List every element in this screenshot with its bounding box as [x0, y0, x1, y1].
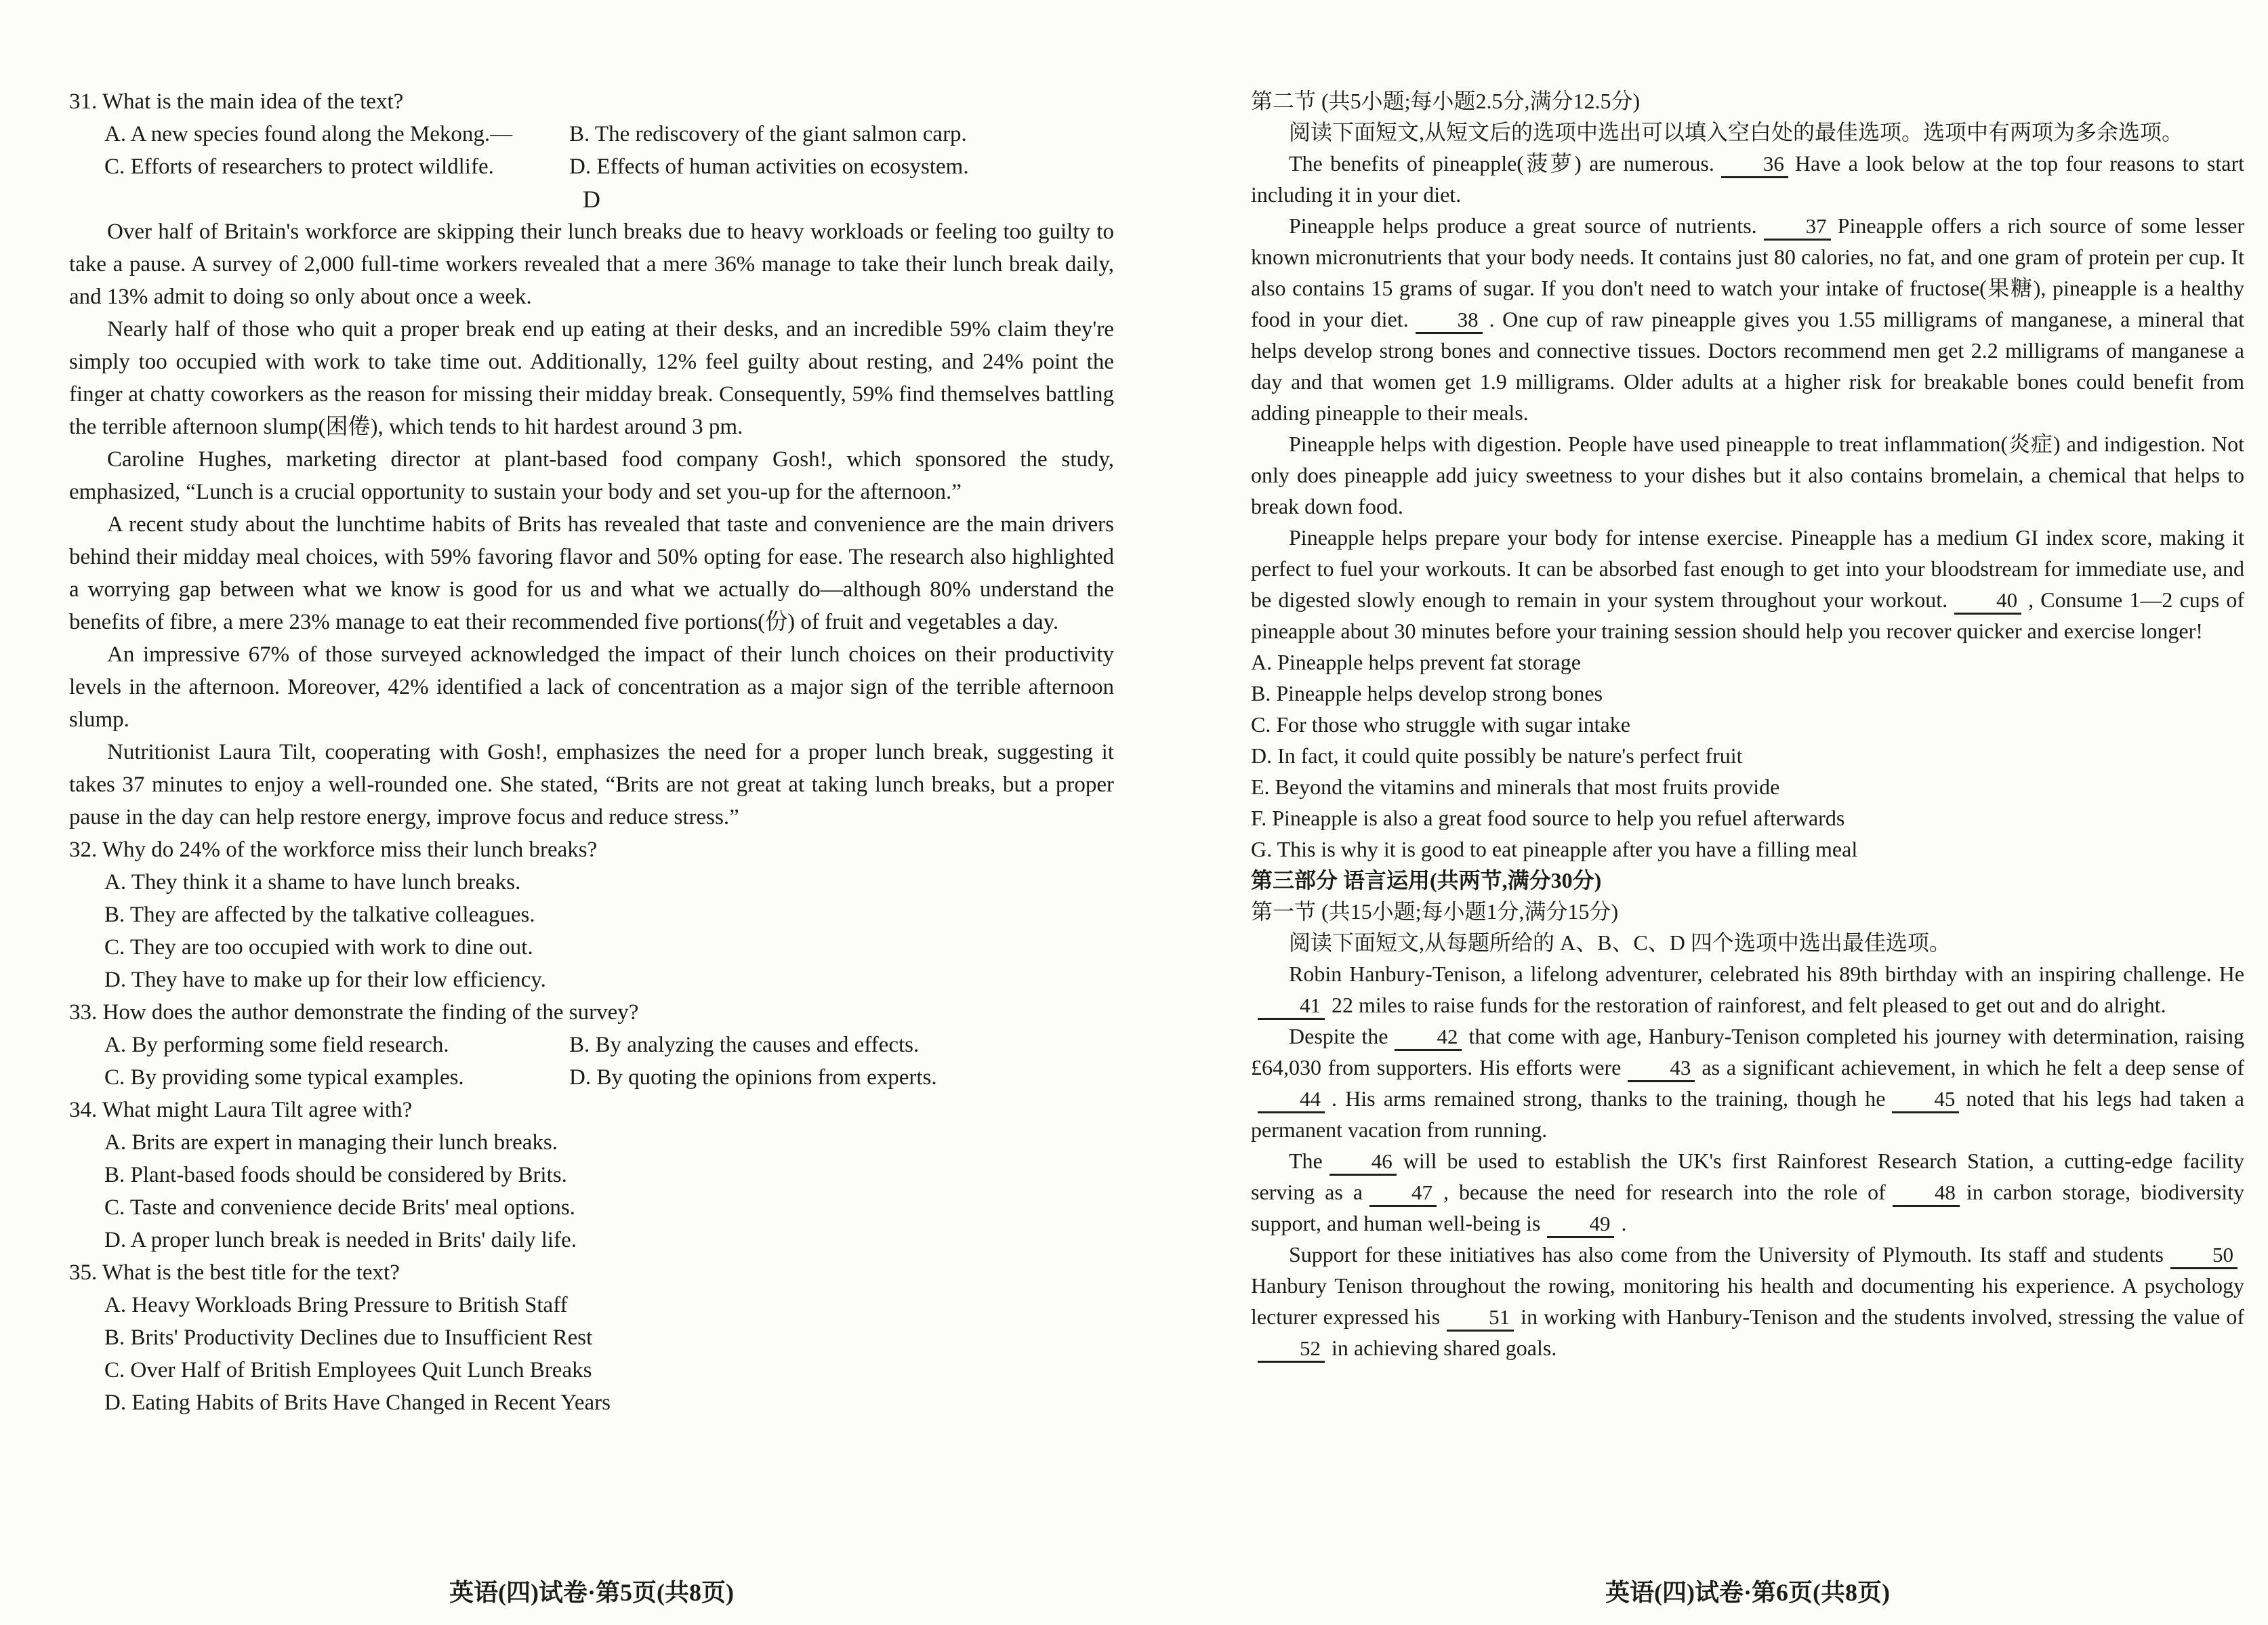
question-number: 31.	[69, 89, 98, 114]
passage-paragraph-6: Nutritionist Laura Tilt, cooperating with Gosh!, emphasizes the need for a proper lunch break, suggesting it takes 37 minutes to enjoy a well-rounded one. She stated, “Brits are not great at taking lunch breaks, but a proper pause in the day can help restore energy, improve focus and reduce stress.”	[69, 740, 1114, 829]
passage-paragraph-3: Caroline Hughes, marketing director at plant-based food company Gosh!, which sponsored the study, emphasized, “Lunch is a crucial opportunity to sustain your body and set you-up for the afternoon.”	[69, 447, 1114, 504]
option-text: Taste and convenience decide Brits' meal options.	[129, 1195, 575, 1220]
option-text: Pineapple helps prevent fat storage	[1277, 650, 1581, 674]
paragraph-text: in working with Hanbury-Tenison and the students involved, stressing the value of	[1521, 1304, 2245, 1329]
passage-d-header: D	[583, 186, 600, 213]
passage-paragraph-4: A recent study about the lunchtime habits of Brits has revealed that taste and convenience are the main drivers behind their midday meal choices, with 59% favoring flavor and 50% opting for ease. The research also highlighted a worrying gap between what we know is good for us and what we actually do—although 80% understand the benefits of fibre, a mere 23% manage to eat their recommended five portions(份) of fruit and vegetables a day.	[69, 512, 1114, 634]
option-d	[69, 1386, 1114, 1419]
question-text: What is the main idea of the text?	[102, 89, 404, 114]
option-text: Over Half of British Employees Quit Lunch Breaks	[130, 1358, 592, 1382]
paragraph-text: will be used to establish the UK's first Rainforest Research Station, a cutting-edge facility serving as a	[1251, 1149, 2244, 1204]
option-d	[569, 150, 1114, 183]
cloze-paragraph-3: Pineapple helps with digestion. People have used pineapple to treat inflammation(炎症) and indigestion. Not only does pineapple add juicy sweetness to your dishes but it also contains bromelain, a chemical that helps to break down food.	[1251, 432, 2244, 518]
question-number: 32.	[69, 838, 98, 862]
paragraph-text: Hanbury Tenison throughout the rowing, monitoring his health and documenting his experience. A psychology lecturer expressed his	[1251, 1273, 2244, 1329]
page-5-footer: 英语(四)试卷·第5页(共8页)	[449, 1579, 734, 1606]
cloze-paragraph-4	[1251, 522, 2244, 646]
option-label: A.	[104, 1130, 127, 1155]
question-33-options-row-2	[69, 1061, 1114, 1094]
option-d	[69, 1224, 1114, 1256]
blank-41: 41	[1258, 993, 1325, 1020]
paragraph-text: Support for these initiatives has also come from the University of Plymouth. Its staff and students	[1289, 1242, 2164, 1267]
option-label: D.	[104, 968, 127, 992]
question-33-options-row-1	[69, 1029, 1114, 1061]
option-text: They are too occupied with work to dine out.	[129, 935, 533, 960]
option-b	[69, 1321, 1114, 1354]
option-a	[69, 866, 1114, 899]
option-text: They have to make up for their low efficiency.	[131, 968, 546, 992]
question-31	[69, 85, 1114, 118]
question-text: What might Laura Tilt agree with?	[102, 1098, 413, 1122]
paragraph-text: The benefits of pineapple(菠萝) are numerous.	[1289, 151, 1714, 176]
option-text: Efforts of researchers to protect wildlife.	[130, 155, 494, 179]
blank-52: 52	[1258, 1336, 1325, 1363]
option-text: They think it a shame to have lunch breaks.	[131, 870, 521, 894]
question-31-options-row-2	[69, 150, 1114, 183]
option-text: The rediscovery of the giant salmon carp.	[594, 122, 967, 146]
option-text: Heavy Workloads Bring Pressure to British Staff	[131, 1293, 568, 1317]
part-3-instruction: 阅读下面短文,从每题所给的 A、B、C、D 四个选项中选出最佳选项。	[1289, 930, 1951, 955]
section-2-heading: 第二节 (共5小题;每小题2.5分,满分12.5分)	[1251, 89, 1641, 113]
question-number: 33.	[69, 1000, 98, 1025]
option-text: By analyzing the causes and effects.	[595, 1033, 920, 1057]
option-label: B.	[104, 1325, 125, 1350]
question-34	[69, 1094, 1114, 1126]
option-b	[569, 118, 1114, 150]
option-label: G.	[1251, 837, 1273, 861]
option-label: B.	[104, 903, 125, 927]
option-text: Pineapple is also a great food source to help you refuel afterwards	[1272, 806, 1845, 830]
paragraph-text: , because the need for research into the role of	[1443, 1180, 1886, 1204]
option-g	[1251, 834, 2244, 865]
paragraph-text: noted that his legs had taken a permanent vacation from running.	[1251, 1086, 2245, 1142]
option-text: A proper lunch break is needed in Brits' daily life.	[130, 1228, 577, 1252]
blank-47: 47	[1369, 1180, 1437, 1207]
option-a	[69, 1289, 1114, 1321]
blank-44: 44	[1258, 1087, 1325, 1113]
paragraph-text: Pineapple helps prepare your body for intense exercise. Pineapple has a medium GI index score, making it perfect to fuel your workouts. It can be absorbed fast enough to get into your bloodstream for immediate use, and be digested slowly enough to remain in your system throughout your workout.	[1251, 525, 2244, 612]
blank-37: 37	[1764, 214, 1831, 241]
option-label: B.	[104, 1163, 125, 1187]
cloze-paragraph-1	[1251, 148, 2244, 210]
passage-paragraph-5: An impressive 67% of those surveyed acknowledged the impact of their lunch choices on their productivity levels in the afternoon. Moreover, 42% identified a lack of concentration as a major sign of the terrible afternoon slump.	[69, 642, 1114, 732]
option-d	[569, 1061, 1114, 1094]
blank-43: 43	[1628, 1056, 1695, 1082]
option-label: A.	[1251, 650, 1273, 674]
option-d	[69, 964, 1114, 996]
option-label: C.	[104, 1065, 125, 1090]
question-32	[69, 834, 1114, 866]
blank-36: 36	[1721, 152, 1788, 178]
option-a	[69, 1126, 1114, 1159]
option-label: B.	[1251, 681, 1271, 705]
paragraph-text: Pineapple offers a rich source of some lesser known micronutrients that your body needs. It contains just 80 calories, no fat, and one gram of protein per cup. It also contains 15 grams of sugar. If you don't need to watch your intake of fructose(果糖), pineapple is a healthy food in your diet.	[1251, 213, 2245, 331]
option-label: B.	[569, 1033, 590, 1057]
question-number: 34.	[69, 1098, 98, 1122]
option-label: F.	[1251, 806, 1267, 830]
option-b	[69, 899, 1114, 931]
option-e	[1251, 771, 2244, 802]
paragraph-text: in achieving shared goals.	[1332, 1336, 1557, 1360]
option-label: A.	[104, 1293, 127, 1317]
option-c	[1251, 709, 2244, 740]
option-b	[569, 1029, 1114, 1061]
paragraph-text: Have a look below at the top four reasons to start including it in your diet.	[1251, 151, 2244, 207]
paragraph-text: .	[1621, 1211, 1627, 1235]
paragraph-text: 22 miles to raise funds for the restoration of rainforest, and felt pleased to get out and do alright.	[1332, 993, 2166, 1017]
option-label: D.	[569, 1065, 592, 1090]
blank-45: 45	[1892, 1087, 1959, 1113]
question-35	[69, 1256, 1114, 1289]
section-2-instruction: 阅读下面短文,从短文后的选项中选出可以填入空白处的最佳选项。选项中有两项为多余选项。	[1289, 120, 2184, 144]
option-text: Plant-based foods should be considered by Brits.	[130, 1163, 567, 1187]
cloze15-paragraph-4	[1251, 1239, 2244, 1363]
question-31-options-row-1	[69, 118, 1114, 150]
page-5	[69, 85, 1114, 1419]
option-c	[69, 931, 1114, 964]
option-label: C.	[104, 1358, 125, 1382]
page-6-footer: 英语(四)试卷·第6页(共8页)	[1605, 1579, 1890, 1606]
option-text: Brits' Productivity Declines due to Insufficient Rest	[130, 1325, 593, 1350]
question-text: What is the best title for the text?	[102, 1260, 400, 1285]
option-b	[69, 1159, 1114, 1191]
option-label: A.	[104, 1033, 127, 1057]
option-text: This is why it is good to eat pineapple after you have a filling meal	[1277, 837, 1858, 861]
question-text: How does the author demonstrate the finding of the survey?	[102, 1000, 639, 1025]
option-label: D.	[569, 155, 592, 179]
cloze15-paragraph-2	[1251, 1021, 2244, 1145]
blank-48: 48	[1893, 1180, 1960, 1207]
option-text: Effects of human activities on ecosystem.	[596, 155, 969, 179]
blank-42: 42	[1395, 1025, 1462, 1051]
blank-38: 38	[1416, 308, 1483, 334]
question-text: Why do 24% of the workforce miss their lunch breaks?	[102, 838, 598, 862]
blank-46: 46	[1329, 1149, 1397, 1176]
option-text: For those who struggle with sugar intake	[1276, 712, 1630, 737]
question-number: 35.	[69, 1260, 98, 1285]
blank-51: 51	[1447, 1305, 1514, 1332]
option-label: C.	[1251, 712, 1271, 737]
option-label: E.	[1251, 775, 1270, 799]
paragraph-text: as a significant achievement, in which he felt a deep sense of	[1702, 1055, 2245, 1079]
blank-49: 49	[1547, 1212, 1614, 1238]
option-a	[1251, 646, 2244, 678]
blank-50: 50	[2170, 1243, 2238, 1269]
page-6	[1251, 85, 2244, 1363]
option-label: C.	[104, 935, 125, 960]
option-c	[69, 1191, 1114, 1224]
option-text: Brits are expert in managing their lunch breaks.	[131, 1130, 558, 1155]
paragraph-text: Pineapple helps produce a great source of nutrients.	[1289, 213, 1757, 238]
option-c	[104, 1061, 569, 1094]
option-label: C.	[104, 1195, 125, 1220]
option-c	[69, 1354, 1114, 1386]
option-label: A.	[104, 122, 127, 146]
paragraph-text: , Consume 1—2 cups of pineapple about 30 minutes before your training session should help you recover quicker and exercise longer!	[1251, 588, 2245, 643]
paragraph-text: in carbon storage, biodiversity support, and human well-being is	[1251, 1180, 2245, 1235]
option-label: C.	[104, 155, 125, 179]
paragraph-text: The	[1289, 1149, 1323, 1173]
option-d	[1251, 740, 2244, 771]
passage-paragraph-1: Over half of Britain's workforce are skipping their lunch breaks due to heavy workloads or feeling too guilty to take a pause. A survey of 2,000 full-time workers revealed that a mere 36% manage to take their lunch break daily, and 13% admit to doing so only about once a week.	[69, 220, 1114, 309]
option-text: A new species found along the Mekong.—	[130, 122, 513, 146]
cloze15-paragraph-3	[1251, 1145, 2244, 1239]
paragraph-text: . His arms remained strong, thanks to the training, though he	[1332, 1086, 1886, 1111]
option-text: They are affected by the talkative colleagues.	[129, 903, 535, 927]
option-label: D.	[104, 1391, 127, 1415]
option-text: By providing some typical examples.	[130, 1065, 464, 1090]
option-label: D.	[104, 1228, 127, 1252]
option-text: Eating Habits of Brits Have Changed in Recent Years	[131, 1391, 611, 1415]
option-a	[104, 118, 569, 150]
part-3-heading: 第三部分 语言运用(共两节,满分30分)	[1251, 868, 1602, 892]
option-text: Beyond the vitamins and minerals that most fruits provide	[1275, 775, 1780, 799]
cloze-paragraph-2	[1251, 210, 2244, 428]
option-b	[1251, 678, 2244, 709]
part-3-section-1-heading: 第一节 (共15小题;每小题1分,满分15分)	[1251, 899, 1619, 924]
question-33	[69, 996, 1114, 1029]
paragraph-text: that come with age, Hanbury-Tenison completed his journey with determination, raising £64,030 from supporters. His efforts were	[1251, 1024, 2245, 1079]
option-f	[1251, 802, 2244, 834]
option-text: By performing some field research.	[131, 1033, 449, 1057]
paragraph-text: Despite the	[1289, 1024, 1388, 1048]
option-text: By quoting the opinions from experts.	[596, 1065, 937, 1090]
option-label: A.	[104, 870, 127, 894]
option-label: D.	[1251, 743, 1273, 768]
paragraph-text: . One cup of raw pineapple gives you 1.55 milligrams of manganese, a mineral that helps develop strong bones and connective tissues. Doctors recommend men get 2.2 milligrams of manganese a day and that women get 1.9 milligrams. Older adults at a higher risk for breakable bones could benefit from adding pineapple to their meals.	[1251, 307, 2245, 425]
paragraph-text: Robin Hanbury-Tenison, a lifelong adventurer, celebrated his 89th birthday with an inspiring challenge. He	[1289, 962, 2244, 986]
option-text: In fact, it could quite possibly be nature's perfect fruit	[1277, 743, 1743, 768]
passage-paragraph-2: Nearly half of those who quit a proper break end up eating at their desks, and an incredible 59% claim they're simply too occupied with work to take time out. Additionally, 12% feel guilty about resting, and 24% point the finger at chatty coworkers as the reason for missing their midday break. Consequently, 59% find themselves battling the terrible afternoon slump(困倦), which tends to hit hardest around 3 pm.	[69, 317, 1114, 439]
option-c	[104, 150, 569, 183]
option-label: B.	[569, 122, 590, 146]
cloze15-paragraph-1	[1251, 958, 2244, 1021]
option-a	[104, 1029, 569, 1061]
blank-40: 40	[1954, 588, 2021, 615]
option-text: Pineapple helps develop strong bones	[1276, 681, 1603, 705]
